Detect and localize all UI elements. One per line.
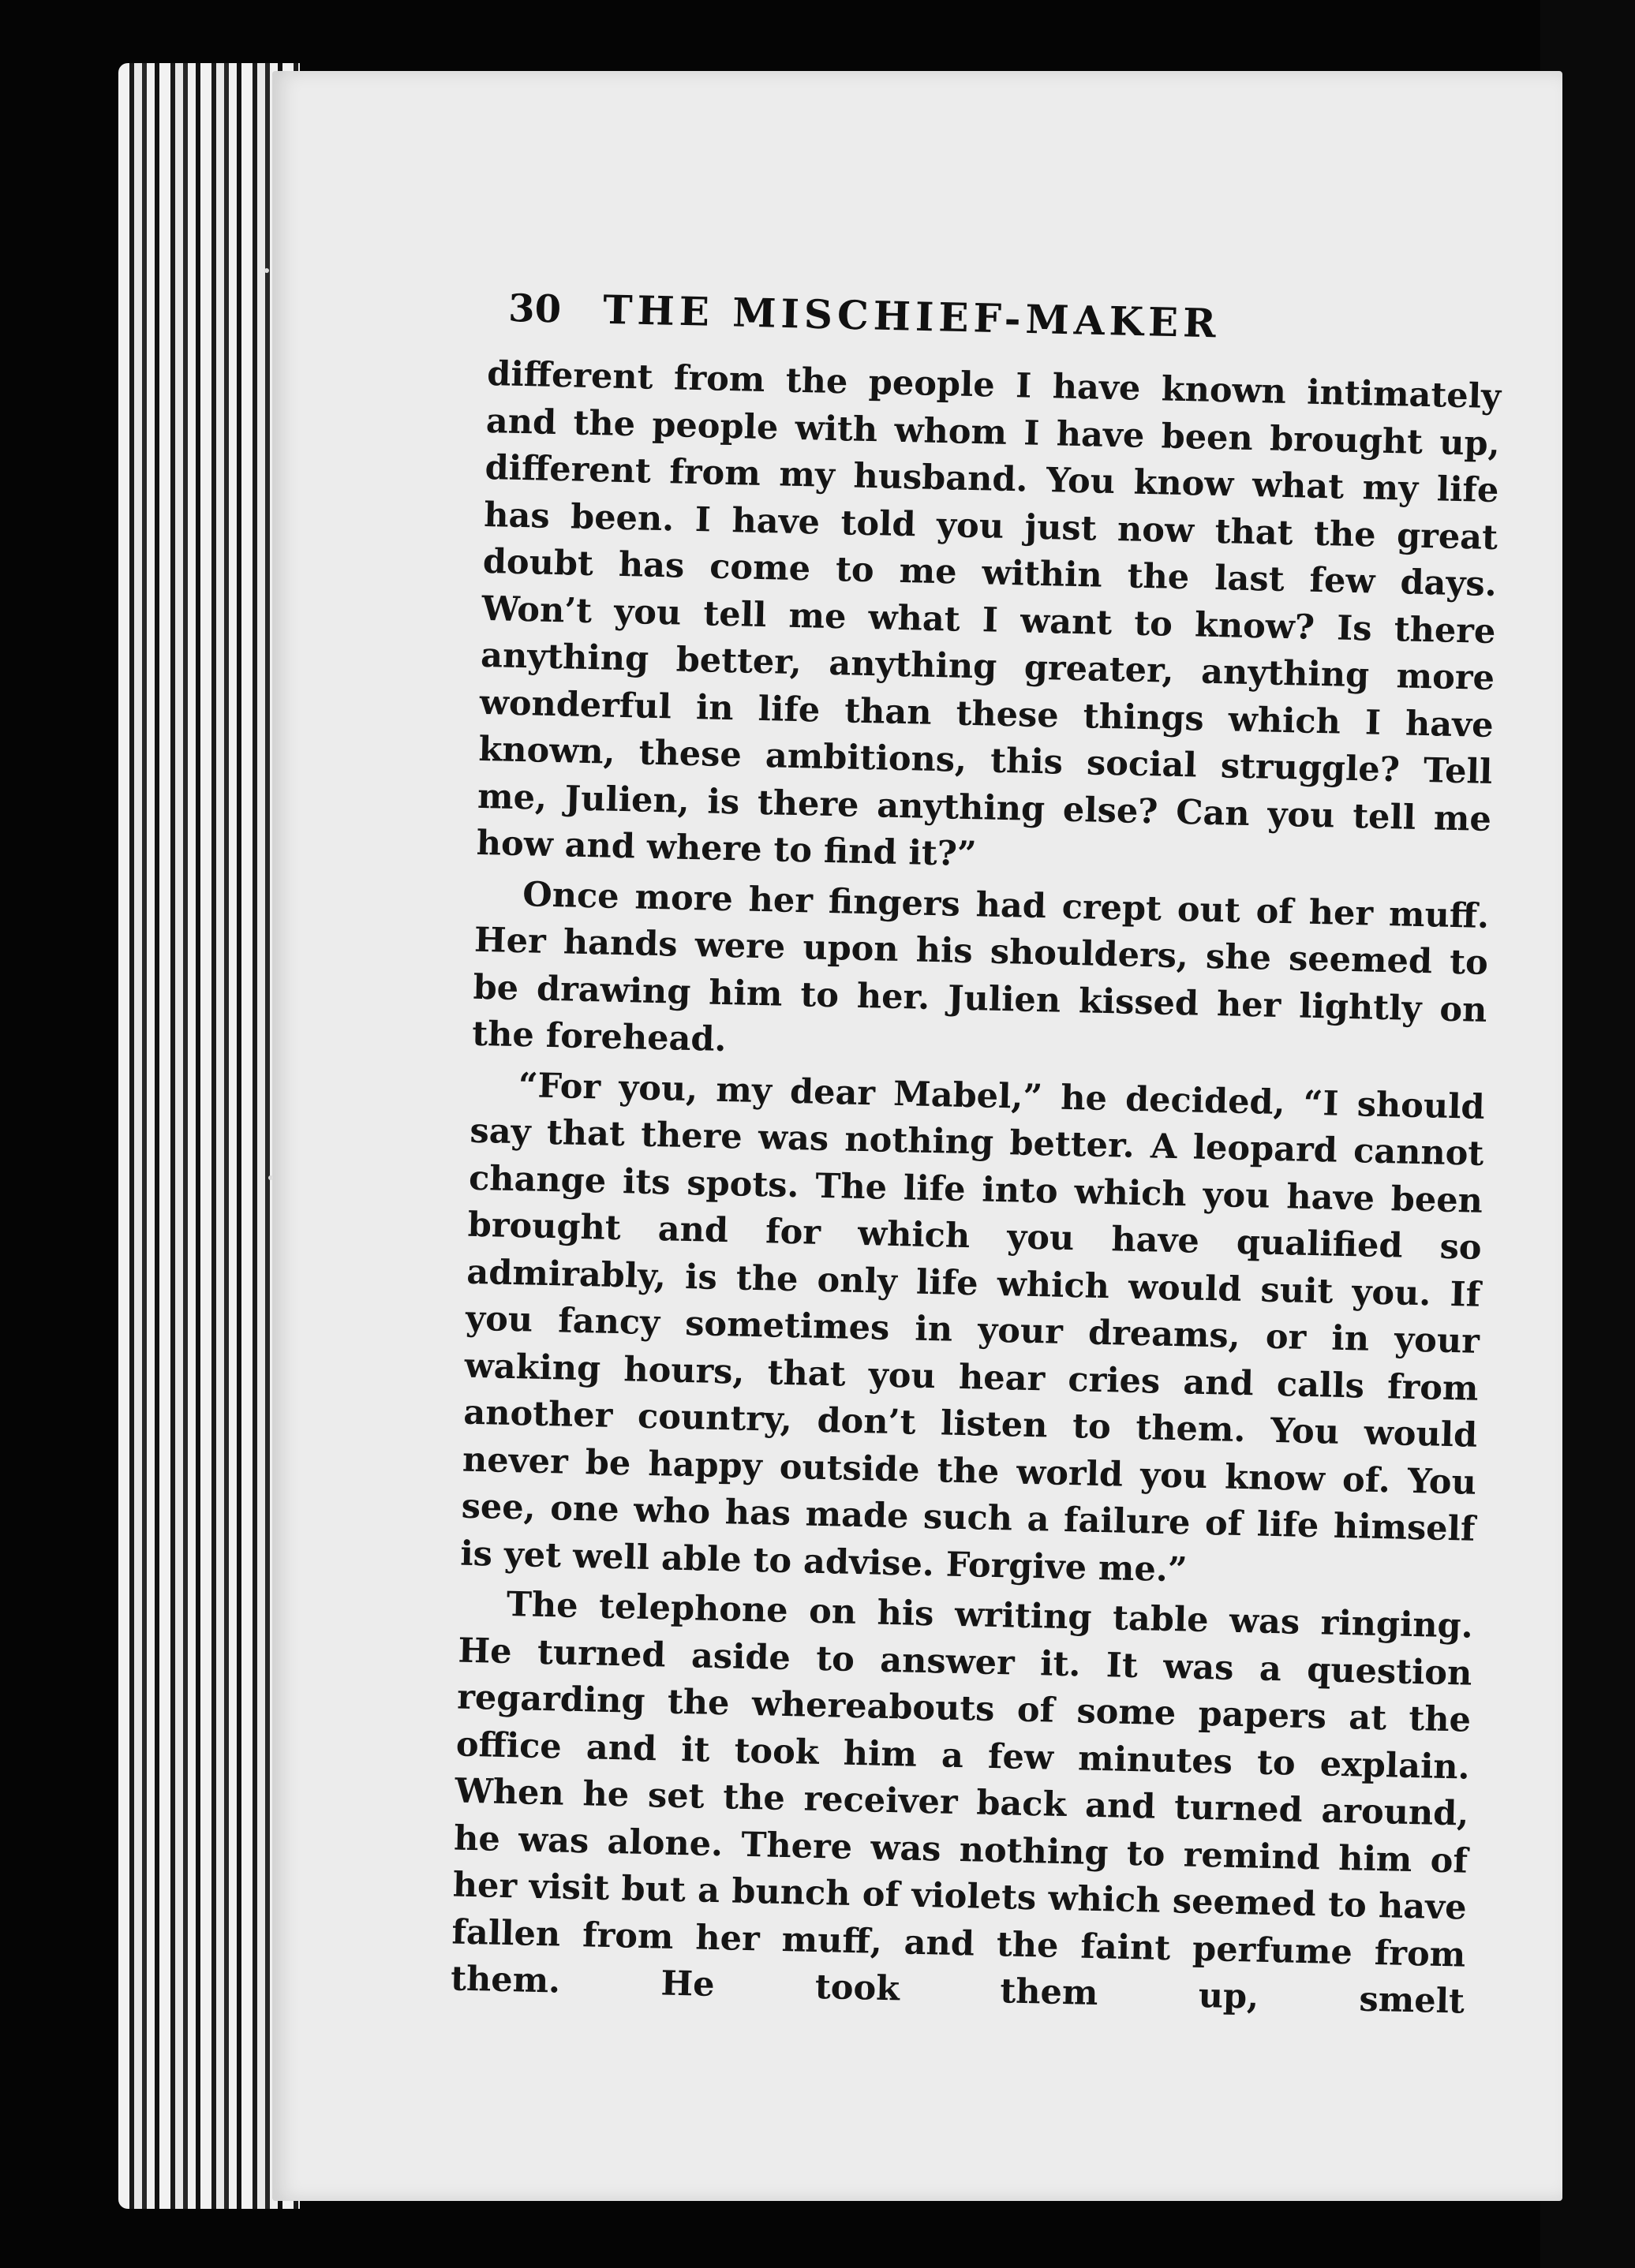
- scan-speck: [268, 1175, 273, 1180]
- body-text: [450, 351, 1501, 2026]
- paragraph-muff: Once more her fingers had crept out of her muff. Her hands were upon his shoulders, she seemed to be drawing him to her. Julien kissed her lightly on the forehead.: [471, 874, 1490, 1060]
- running-title: THE MISCHIEF-MAKER: [602, 286, 1222, 347]
- paragraph-continuation: different from the people I have known intimately and the people with whom I have been brought up, different from my husband. You know what my life has been. I have told you just now that the great doubt has come to me within the last few days. Won’t you tell me what I want to know? Is there anything better, anything greater, anything more wonderful in life than these things which I have known, these ambitions, this social struggle? Tell me, Julien, is there anything else? Can you tell me how and where to find it?”: [476, 353, 1502, 875]
- page-number: 30: [507, 286, 562, 332]
- paragraph-telephone: The telephone on his writing table was ringing. He turned aside to answer it. It was a question regarding the whereabouts of some papers at the office and it took him a few minutes to explain. When he set the receiver back and turned around, he was alone. There was nothing to remind him of her visit but a bunch of violets which seemed to have fallen from her muff, and the faint perfume from them. He took them up, smelt: [450, 1584, 1474, 2022]
- paragraph-advice: “For you, my dear Mabel,” he decided, “I should say that there was nothing better. A leopard cannot change its spots. The life into which you have been brought and for which you have qualified so admirably, is the only life which would suit you. If you fancy sometimes in your dreams, or in your waking hours, that you hear cries and calls from another country, don’t listen to them. You would never be happy outside the world you know of. You see, one who has made such a failure of life himself is yet well able to advise. Forgive me.”: [459, 1065, 1486, 1590]
- scan-speck: [264, 268, 269, 273]
